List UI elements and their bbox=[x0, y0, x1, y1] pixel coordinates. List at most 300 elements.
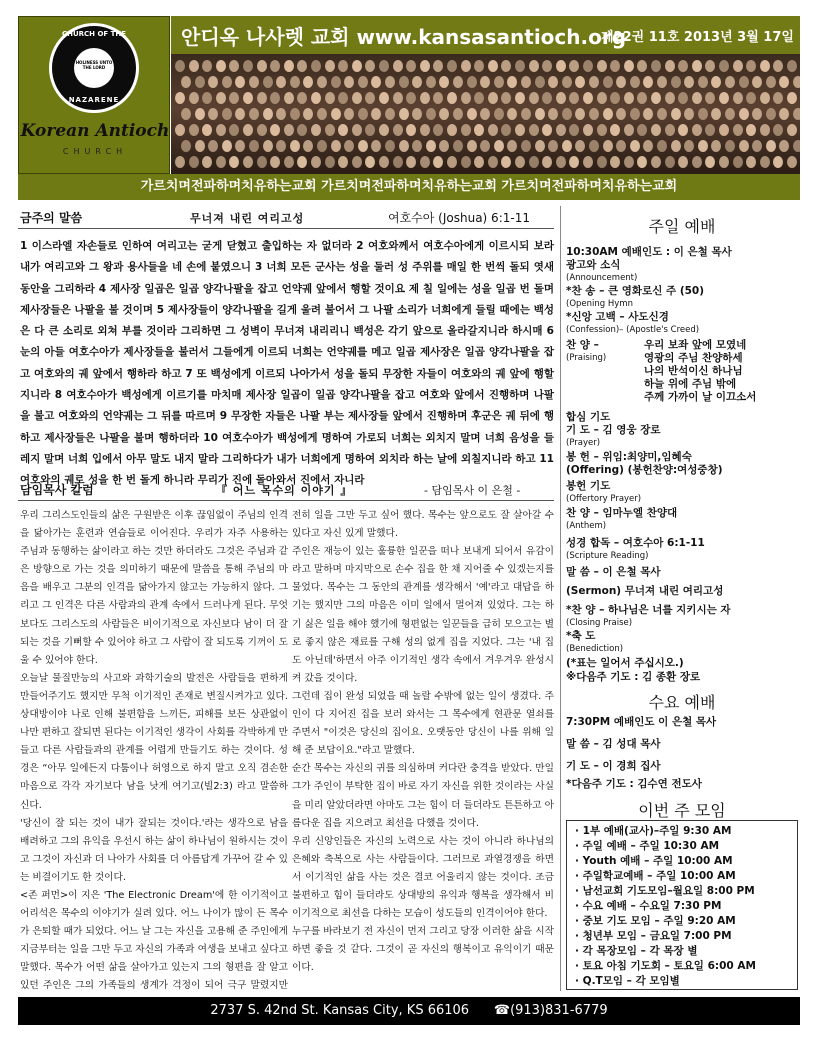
order-item: 성경 합독 – 여호수아 6:1-11 bbox=[566, 537, 705, 549]
photo-face bbox=[752, 76, 762, 88]
photo-face bbox=[393, 156, 403, 168]
photo-face bbox=[216, 92, 226, 104]
photo-face bbox=[393, 60, 403, 72]
photo-face bbox=[705, 60, 715, 72]
photo-face bbox=[637, 124, 647, 136]
praise-song: 우리 보좌 앞에 모였네 bbox=[644, 339, 747, 351]
order-item: 찬 양 – 임마누엘 찬양대 bbox=[566, 507, 678, 519]
photo-face bbox=[766, 108, 776, 120]
photo-face bbox=[569, 60, 579, 72]
order-item: 말 씀 – 이 은철 목사 bbox=[566, 566, 661, 578]
footer bbox=[18, 997, 800, 1025]
photo-face bbox=[399, 76, 409, 88]
photo-face bbox=[733, 92, 743, 104]
photo-face bbox=[365, 156, 375, 168]
photo-face bbox=[385, 140, 395, 152]
photo-face bbox=[657, 76, 667, 88]
photo-face bbox=[651, 60, 661, 72]
photo-face bbox=[331, 76, 341, 88]
order-item-en: (Scripture Reading) bbox=[566, 551, 649, 561]
photo-face bbox=[610, 156, 620, 168]
photo-face bbox=[257, 60, 267, 72]
photo-face bbox=[562, 108, 572, 120]
column-paragraph: '당신이 잘 되는 것이 내가 잘되는 것이다.'라는 생각으로 남을 배려하고 그의 유익을 우선시 하는 삶이 하나님이 원하시는 것이고 그것이 자신과 더 나아가 사회를 더 아름답게 가꾸어 갈 수 있는 비결이기도 한 것이다. bbox=[20, 817, 288, 883]
photo-face bbox=[249, 76, 259, 88]
photo-face bbox=[195, 108, 205, 120]
wednesday-prayer: 기 도 – 이 경희 집사 bbox=[566, 760, 661, 772]
photo-face bbox=[637, 60, 647, 72]
photo-face bbox=[529, 124, 539, 136]
photo-face bbox=[597, 156, 607, 168]
next-prayer: ※다음주 기도 : 김 종환 장로 bbox=[566, 671, 701, 683]
photo-face bbox=[229, 124, 239, 136]
meeting-item: · Q.T모임 – 각 모임별 bbox=[575, 975, 680, 987]
photo-face bbox=[189, 60, 199, 72]
photo-face bbox=[297, 60, 307, 72]
photo-face bbox=[433, 92, 443, 104]
photo-face bbox=[535, 108, 545, 120]
photo-face bbox=[284, 124, 294, 136]
photo-face bbox=[711, 140, 721, 152]
photo-face bbox=[603, 108, 613, 120]
church-title: 안디옥 나사렛 교회 www.kansasantioch.org bbox=[181, 25, 627, 49]
photo-face bbox=[344, 140, 354, 152]
slogan-bar: 가르치며전파하며치유하는교회 가르치며전파하며치유하는교회 가르치며전파하며치유하는교회 bbox=[18, 174, 800, 200]
photo-face bbox=[222, 108, 232, 120]
photo-face bbox=[297, 92, 307, 104]
praise-song: 나의 반석이신 하나님 bbox=[644, 365, 743, 377]
order-item: 광고와 소식 bbox=[566, 259, 621, 271]
photo-face bbox=[651, 156, 661, 168]
order-item: 기 도 – 김 영웅 장로 bbox=[566, 424, 661, 436]
photo-face bbox=[461, 92, 471, 104]
photo-face bbox=[311, 92, 321, 104]
photo-face bbox=[257, 124, 267, 136]
photo-face bbox=[597, 124, 607, 136]
photo-face bbox=[439, 108, 449, 120]
photo-face bbox=[705, 156, 715, 168]
title-bar bbox=[171, 16, 800, 54]
photo-face bbox=[317, 140, 327, 152]
photo-face bbox=[651, 124, 661, 136]
photo-face bbox=[529, 60, 539, 72]
photo-face bbox=[406, 92, 416, 104]
photo-face bbox=[189, 92, 199, 104]
photo-face bbox=[569, 156, 579, 168]
wednesday-leader: 예배인도 이 은철 목사 bbox=[613, 716, 717, 728]
seal-center bbox=[74, 48, 114, 88]
sunday-worship-heading: 주일 예배 bbox=[648, 217, 716, 236]
photo-face bbox=[575, 140, 585, 152]
photo-face bbox=[317, 76, 327, 88]
photo-face bbox=[752, 108, 762, 120]
photo-face bbox=[311, 124, 321, 136]
photo-face bbox=[216, 124, 226, 136]
photo-face bbox=[562, 140, 572, 152]
scripture-heading: 금주의 말씀 bbox=[20, 211, 83, 225]
photo-face bbox=[358, 76, 368, 88]
photo-face bbox=[725, 76, 735, 88]
photo-face bbox=[665, 124, 675, 136]
photo-face bbox=[399, 108, 409, 120]
photo-face bbox=[725, 140, 735, 152]
photo-face bbox=[542, 60, 552, 72]
photo-face bbox=[787, 60, 797, 72]
photo-face bbox=[583, 156, 593, 168]
photo-face bbox=[488, 124, 498, 136]
photo-face bbox=[787, 92, 797, 104]
column-right bbox=[292, 507, 554, 977]
photo-face bbox=[447, 124, 457, 136]
photo-face bbox=[711, 76, 721, 88]
photo-face bbox=[575, 76, 585, 88]
photo-face bbox=[263, 108, 273, 120]
photo-face bbox=[420, 156, 430, 168]
photo-face bbox=[752, 140, 762, 152]
photo-face bbox=[719, 124, 729, 136]
photo-face bbox=[474, 92, 484, 104]
praise-label-en: (Praising) bbox=[566, 353, 607, 363]
photo-face bbox=[529, 92, 539, 104]
photo-face bbox=[474, 124, 484, 136]
photo-face bbox=[488, 60, 498, 72]
photo-face bbox=[569, 92, 579, 104]
photo-face bbox=[698, 76, 708, 88]
photo-face bbox=[507, 108, 517, 120]
photo-face bbox=[352, 60, 362, 72]
issue-info: 제22권 11호 2013년 3월 17일 bbox=[601, 30, 794, 45]
photo-face bbox=[589, 76, 599, 88]
photo-face bbox=[439, 76, 449, 88]
photo-face bbox=[311, 156, 321, 168]
photo-face bbox=[739, 76, 749, 88]
photo-face bbox=[216, 60, 226, 72]
photo-face bbox=[692, 156, 702, 168]
photo-face bbox=[760, 60, 770, 72]
photo-face bbox=[665, 156, 675, 168]
photo-face bbox=[229, 156, 239, 168]
photo-face bbox=[365, 124, 375, 136]
photo-face bbox=[705, 124, 715, 136]
photo-face bbox=[365, 92, 375, 104]
photo-face bbox=[399, 140, 409, 152]
photo-face bbox=[746, 60, 756, 72]
photo-face bbox=[467, 108, 477, 120]
photo-face bbox=[371, 140, 381, 152]
photo-face bbox=[358, 140, 368, 152]
photo-face bbox=[243, 156, 253, 168]
photo-face bbox=[556, 60, 566, 72]
church-logo bbox=[18, 16, 170, 174]
photo-face bbox=[501, 156, 511, 168]
photo-face bbox=[671, 140, 681, 152]
photo-face bbox=[678, 60, 688, 72]
photo-face bbox=[488, 92, 498, 104]
meetings-list bbox=[566, 820, 798, 990]
order-item: *찬 양 – 하나님은 너를 지키시는 자 bbox=[566, 604, 731, 616]
photo-face bbox=[352, 92, 362, 104]
photo-face bbox=[263, 140, 273, 152]
photo-face bbox=[338, 156, 348, 168]
photo-face bbox=[433, 124, 443, 136]
photo-face bbox=[746, 156, 756, 168]
photo-face bbox=[202, 92, 212, 104]
photo-face bbox=[195, 76, 205, 88]
photo-face bbox=[229, 92, 239, 104]
photo-face bbox=[270, 92, 280, 104]
photo-face bbox=[501, 124, 511, 136]
photo-face bbox=[297, 156, 307, 168]
column-paragraph: <존 퍼먼>이 지은 'The Electronic Dream'에 한 이기적이고 어리석은 목수의 이야기가 실려 있다. 어느 나이가 많이 든 목수가 은퇴할 때가 되었다. 어느 날 그는 자신을 고용해 준 주인에게 지금부터는 일을 그만 두고 자신의 가족과 여생을 보내고 싶다고 말했다. 목수가 어떤 삶을 살아가고 있는지 그의 형편을 잘 알고 있던 주인은 그의 가족들의 생계가 걱정이 되어 극구 말렸지만 bbox=[20, 889, 288, 992]
column-divider bbox=[560, 206, 561, 991]
photo-face bbox=[507, 76, 517, 88]
column-title: 『 어느 목수의 이야기 』 bbox=[216, 484, 353, 497]
photo-face bbox=[548, 76, 558, 88]
photo-face bbox=[760, 156, 770, 168]
photo-face bbox=[739, 140, 749, 152]
photo-face bbox=[338, 60, 348, 72]
photo-face bbox=[556, 92, 566, 104]
photo-face bbox=[311, 60, 321, 72]
scripture-reference: 여호수아 (Joshua) 6:1-11 bbox=[388, 211, 530, 225]
photo-face bbox=[325, 92, 335, 104]
order-item: 봉헌 기도 bbox=[566, 480, 611, 492]
photo-face bbox=[692, 92, 702, 104]
photo-face bbox=[338, 92, 348, 104]
photo-face bbox=[208, 108, 218, 120]
photo-face bbox=[317, 108, 327, 120]
praise-song: 주께 가까이 날 이끄소서 bbox=[644, 391, 757, 403]
order-item-en: (Closing Praise) bbox=[566, 618, 633, 628]
meeting-item: · 남선교회 기도모임–월요일 8:00 PM bbox=[575, 885, 755, 897]
photo-face bbox=[733, 156, 743, 168]
photo-face bbox=[202, 156, 212, 168]
photo-face bbox=[719, 156, 729, 168]
photo-face bbox=[249, 140, 259, 152]
photo-face bbox=[746, 92, 756, 104]
photo-face bbox=[461, 156, 471, 168]
photo-face bbox=[643, 108, 653, 120]
photo-face bbox=[616, 108, 626, 120]
photo-face bbox=[773, 124, 783, 136]
photo-face bbox=[535, 140, 545, 152]
photo-face bbox=[325, 60, 335, 72]
photo-face bbox=[393, 92, 403, 104]
photo-face bbox=[385, 76, 395, 88]
photo-face bbox=[208, 140, 218, 152]
photo-face bbox=[276, 108, 286, 120]
photo-face bbox=[453, 76, 463, 88]
sunday-leader: 예배인도 : 이 은철 목사 bbox=[621, 246, 732, 258]
photo-face bbox=[365, 60, 375, 72]
photo-face bbox=[371, 108, 381, 120]
photo-face bbox=[684, 108, 694, 120]
photo-face bbox=[338, 124, 348, 136]
photo-face bbox=[698, 140, 708, 152]
photo-face bbox=[202, 60, 212, 72]
photo-face bbox=[643, 140, 653, 152]
column-paragraph: 우리 그리스도인들의 삶은 구원받은 이후 끊임없이 주님의 인격을 닮아가는 훈련과 연습들로 이어진다. 우리가 자주 사용하는 주님과 동행하는 삶이라고 하는 것만 하더라도 그것은 주님과 같은 방향으로 가는 것을 의미하기 때문에 말씀을 통해 주님의 마음을 배우고 그분의 인격을 닮아가지 않고는 가능하지 않다. 그리고 그 인격은 다른 사람과의 관계 속에서 드러나게 된다. 무엇보다도 그리스도의 사람들은 비이기적으로 자신보다 남이 더 잘되는 것을 기뻐할 수 있어야 하고 그 사람이 잘 되도록 기꺼이 도울 수 있어야 한다. bbox=[20, 510, 288, 666]
order-item-en: (Benediction) bbox=[566, 644, 624, 654]
photo-face bbox=[624, 92, 634, 104]
photo-face bbox=[208, 76, 218, 88]
photo-face bbox=[235, 140, 245, 152]
photo-face bbox=[195, 140, 205, 152]
photo-face bbox=[793, 76, 800, 88]
photo-face bbox=[325, 124, 335, 136]
logo-name: Korean Antioch bbox=[20, 121, 170, 141]
photo-face bbox=[583, 92, 593, 104]
photo-face bbox=[344, 76, 354, 88]
photo-face bbox=[447, 156, 457, 168]
photo-face bbox=[678, 92, 688, 104]
stand-note: (*표는 일어서 주십시오.) bbox=[566, 657, 684, 669]
photo-face bbox=[290, 140, 300, 152]
column-paragraph: 누구를 바라보기 전 자신이 먼저 그리고 당장 이러한 삶을 시작하면 좋을 것 같다. 그것이 곧 자신의 행복이고 유익이기 때문이다. bbox=[292, 926, 554, 974]
photo-face bbox=[270, 60, 280, 72]
photo-face bbox=[494, 140, 504, 152]
order-item: (Offering) (봉헌찬양:여성중창) bbox=[566, 464, 723, 476]
divider bbox=[18, 228, 554, 229]
order-item: 합심 기도 bbox=[566, 411, 611, 423]
photo-face bbox=[548, 108, 558, 120]
meeting-item: · 각 목장모임 – 각 목장 별 bbox=[575, 945, 698, 957]
photo-face bbox=[243, 60, 253, 72]
photo-face bbox=[406, 156, 416, 168]
photo-face bbox=[719, 92, 729, 104]
photo-face bbox=[175, 60, 185, 72]
meeting-item: · 토요 아침 기도회 – 토요일 6:00 AM bbox=[575, 960, 756, 972]
scripture-text: 1 이스라엘 자손들로 인하여 여리고는 굳게 닫혔고 출입하는 자 없더라 2 여호와께서 여호수아에게 이르시되 보라 내가 여리고와 그 왕과 용사들을 네 손에 붙였으니 3 너희 모든 군사는 성을 둘러 성 주위를 매일 한 번씩 돌되 엿새 동안을 그리하라 4 제사장 일곱은 일곱 양각나팔을 잡고 언약궤 앞에서 행할 것이요 제 칠 일에는 성을 일곱 번 돌며 제사장들은 나팔을 불 것이며 5 제사장들이 양각나팔을 길게 울려 불어서 그 나팔 소리가 너희에게 들릴 때에는 백성은 다 큰 소리로 외쳐 부를 것이라 그리하면 그 성벽이 무너져 내리리니 백성은 각기 앞으로 올라갈지니라 하시매 6 눈의 아들 여호수아가 제사장들을 불러서 그들에게 이르되 너희는 언약궤를 메고 일곱 제사장은 일곱 양각나팔을 잡고 여호와의 궤 앞에서 행하라 하고 7 또 백성에게 이르되 나아가서 성을 돌되 무장한 자들이 여호와의 궤 앞에 행할지니라 8 여호수아가 백성에게 이르기를 마치매 제사장 일곱이 일곱 양각나팔을 잡고 여호와 앞에서 진행하며 나팔을 불고 여호와의 언약궤는 그 뒤를 따르며 9 무장한 자들은 나팔 부는 제사장들 앞에서 진행하며 후군은 궤 뒤에 행하고 제사장들은 나팔을 불며 행하더라 10 여호수아가 백성에게 명하여 가로되 너희는 외치지 말며 너희 음성을 들레지 말며 너희 입에서 아무 말도 내지 말라 그리하다가 내가 너희에게 명하여 외치라 하는 날에 외칠지니라 하고 11 여호와의 궤로 성을 한 번 돌게 하니라 무리가 진에 돌아와서 진에서 자니라 bbox=[20, 240, 554, 487]
photo-face bbox=[630, 76, 640, 88]
photo-face bbox=[746, 124, 756, 136]
photo-face bbox=[719, 60, 729, 72]
photo-face bbox=[290, 76, 300, 88]
photo-face bbox=[671, 108, 681, 120]
photo-face bbox=[610, 92, 620, 104]
photo-face bbox=[426, 140, 436, 152]
photo-face bbox=[637, 92, 647, 104]
photo-face bbox=[616, 76, 626, 88]
photo-face bbox=[766, 76, 776, 88]
photo-face bbox=[610, 124, 620, 136]
photo-face bbox=[412, 140, 422, 152]
footer-address: 2737 S. 42nd St. Kansas City, KS 66106 bbox=[210, 1003, 470, 1018]
photo-face bbox=[705, 92, 715, 104]
order-item-en: (Anthem) bbox=[566, 521, 607, 531]
logo-church-text: CHURCH bbox=[62, 147, 128, 156]
column-paragraph: 전히 일을 그만 두고 싶어 했다. 목수는 앞으로도 잘 살아갈 수 있다고 자신 있게 말했다. bbox=[292, 510, 554, 540]
photo-face bbox=[235, 108, 245, 120]
column-paragraph: 오늘날 물질만능의 사고와 과학기술의 발전은 사람들을 편하게 만들어주기도 했지만 무척 이기적인 존재로 변질시켜가고 있다. 상대방이야 나로 인해 불편함을 느끼든, 피해를 보든 상관없이 나만 편하고 잘되면 된다는 이기적인 생각이 사회를 각박하게 만들고 다른 사람들과의 관계를 어렵게 만들기도 하는 것이다. 성경은 “아무 일에든지 다툼이나 허영으로 하지 말고 오직 겸손한 마음으로 각각 자기보다 남을 낫게 여기고(빌2:3) 라고 말씀하신다. bbox=[20, 672, 288, 811]
photo-face bbox=[467, 76, 477, 88]
photo-face bbox=[189, 124, 199, 136]
photo-face bbox=[678, 156, 688, 168]
photo-face bbox=[760, 92, 770, 104]
photo-face bbox=[352, 124, 362, 136]
photo-face bbox=[610, 60, 620, 72]
photo-face bbox=[793, 140, 800, 152]
column-paragraph: 우리 신앙인들은 자신의 노력으로 사는 것이 아니라 하나님의 은혜와 축복으로 사는 사람들이다. 그러므로 과열경쟁을 하면서 이기적인 삶을 사는 것은 결코 어울리지 않는 것이다. 조금 불편하고 힘이 들더라도 상대방의 유익과 행복을 생각해서 비이기적으로 최선을 다하는 모습이 성도들의 인격이어야 한다. bbox=[292, 835, 554, 920]
photo-face bbox=[426, 108, 436, 120]
meetings-heading: 이번 주 모임 bbox=[638, 801, 726, 820]
photo-face bbox=[624, 156, 634, 168]
wednesday-worship-heading: 수요 예배 bbox=[648, 693, 716, 712]
photo-face bbox=[637, 156, 647, 168]
photo-face bbox=[643, 76, 653, 88]
photo-face bbox=[406, 60, 416, 72]
photo-face bbox=[665, 92, 675, 104]
photo-face bbox=[303, 108, 313, 120]
photo-face bbox=[453, 108, 463, 120]
order-item: *찬 송 – 큰 영화로신 주 (50) bbox=[566, 285, 705, 297]
photo-face bbox=[739, 108, 749, 120]
photo-face bbox=[651, 92, 661, 104]
photo-face bbox=[787, 124, 797, 136]
nazarene-seal bbox=[49, 23, 139, 113]
photo-face bbox=[507, 140, 517, 152]
photo-face bbox=[515, 156, 525, 168]
photo-face bbox=[733, 124, 743, 136]
order-item: 봉 헌 – 위임:최양미,임혜숙 bbox=[566, 451, 692, 463]
photo-face bbox=[692, 124, 702, 136]
photo-face bbox=[603, 76, 613, 88]
meeting-item: · 주일 예배 – 주일 10:30 AM bbox=[575, 840, 720, 852]
meeting-item: · 1부 예배(교사)–주일 9:30 AM bbox=[575, 825, 732, 837]
photo-face bbox=[379, 156, 389, 168]
order-item-en: (Prayer) bbox=[566, 438, 601, 448]
column-left bbox=[20, 507, 288, 1014]
photo-face bbox=[494, 76, 504, 88]
meeting-item: · 중보 기도 모임 – 주일 9:20 AM bbox=[575, 915, 736, 927]
photo-face bbox=[529, 156, 539, 168]
meeting-item: · 주일학교예배 – 주일 10:00 AM bbox=[575, 870, 736, 882]
order-item: (Sermon) 무너져 내린 여리고성 bbox=[566, 585, 724, 597]
photo-face bbox=[229, 60, 239, 72]
scripture-subtitle: 무너져 내린 여리고성 bbox=[190, 212, 305, 225]
photo-face bbox=[630, 108, 640, 120]
photo-face bbox=[202, 124, 212, 136]
order-item-en: (Confession)– (Apostle's Creed) bbox=[566, 325, 700, 335]
photo-face bbox=[276, 76, 286, 88]
photo-face bbox=[583, 60, 593, 72]
photo-face bbox=[733, 60, 743, 72]
photo-face bbox=[358, 108, 368, 120]
photo-face bbox=[760, 124, 770, 136]
photo-face bbox=[779, 140, 789, 152]
photo-face bbox=[412, 108, 422, 120]
photo-face bbox=[678, 124, 688, 136]
photo-face bbox=[575, 108, 585, 120]
photo-face bbox=[698, 108, 708, 120]
meeting-item: · 수요 예배 – 수요일 7:30 PM bbox=[575, 900, 722, 912]
meeting-item: · Youth 예배 – 주일 10:00 AM bbox=[575, 855, 733, 867]
photo-face bbox=[562, 76, 572, 88]
photo-face bbox=[371, 76, 381, 88]
photo-face bbox=[284, 60, 294, 72]
photo-face bbox=[181, 140, 191, 152]
photo-face bbox=[630, 140, 640, 152]
photo-face bbox=[494, 108, 504, 120]
photo-face bbox=[447, 92, 457, 104]
photo-face bbox=[725, 108, 735, 120]
sunday-time: 10:30AM bbox=[566, 246, 618, 258]
congregation-photo bbox=[171, 54, 800, 174]
photo-face bbox=[284, 156, 294, 168]
order-item-en: (Opening Hymn bbox=[566, 299, 633, 309]
photo-face bbox=[352, 156, 362, 168]
photo-face bbox=[331, 140, 341, 152]
